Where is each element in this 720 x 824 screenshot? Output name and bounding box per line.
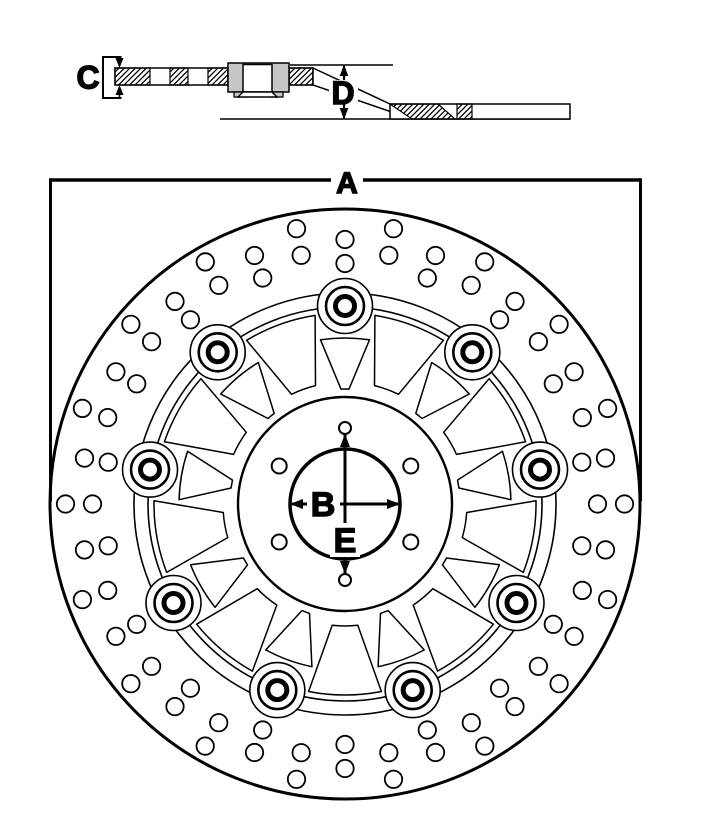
vent-hole (182, 311, 199, 328)
vent-hole (84, 495, 101, 512)
dim-c-arrow (116, 58, 124, 68)
vent-hole (293, 744, 310, 761)
vent-hole (573, 537, 590, 554)
vent-hole (57, 495, 74, 512)
vent-hole (336, 231, 353, 248)
vent-hole (76, 541, 93, 558)
vent-hole (380, 744, 397, 761)
vent-hole (599, 591, 616, 608)
vent-hole (122, 316, 139, 333)
vent-hole (463, 714, 480, 731)
vent-hole (254, 721, 271, 738)
vent-hole (574, 409, 591, 426)
vent-hole (336, 736, 353, 753)
vent-hole (530, 658, 547, 675)
vent-hole (545, 375, 562, 392)
bobbin-bore-flare (238, 92, 277, 97)
hatch-segment (289, 68, 313, 85)
vent-hole (100, 454, 117, 471)
vent-hole (427, 744, 444, 761)
vent-hole (99, 582, 116, 599)
bolt-hole (403, 459, 418, 474)
bolt-hole (339, 574, 351, 586)
bolt-hole (272, 535, 287, 550)
vent-hole (573, 454, 590, 471)
bobbin-bore (243, 65, 272, 93)
bobbin (453, 333, 491, 371)
hatch-segment (115, 68, 150, 85)
vent-hole (597, 449, 614, 466)
vent-hole (476, 737, 493, 754)
vent-hole (182, 680, 199, 697)
bobbin (394, 671, 432, 709)
vent-hole (463, 277, 480, 294)
bolt-hole (339, 422, 351, 434)
vent-hole (599, 400, 616, 417)
dim-label-e: E (333, 522, 357, 560)
bobbin (131, 451, 169, 489)
dim-c-arrow (116, 85, 124, 95)
vent-hole (288, 220, 305, 237)
vent-hole (128, 375, 145, 392)
vent-hole (550, 316, 567, 333)
dim-label-c: C (76, 59, 100, 96)
vent-hole (210, 714, 227, 731)
vent-hole (506, 293, 523, 310)
vent-hole (100, 537, 117, 554)
vent-hole (550, 675, 567, 692)
bolt-hole (272, 459, 287, 474)
hatch-segment (170, 68, 188, 85)
vent-hole (589, 495, 606, 512)
vent-hole (427, 247, 444, 264)
vent-hole (246, 744, 263, 761)
vent-hole (565, 628, 582, 645)
bobbin (521, 451, 559, 489)
vent-hole (210, 277, 227, 294)
vent-hole (166, 698, 183, 715)
vent-hole (385, 220, 402, 237)
disc-front-view (50, 178, 641, 799)
bobbin (498, 584, 536, 622)
vent-hole (246, 247, 263, 264)
vent-hole (288, 771, 305, 788)
vent-hole (74, 591, 91, 608)
vent-hole (385, 771, 402, 788)
vent-hole (530, 333, 547, 350)
bobbin (155, 584, 193, 622)
vent-hole (143, 658, 160, 675)
vent-hole (419, 721, 436, 738)
hatch-segment (208, 68, 228, 85)
vent-hole (107, 363, 124, 380)
vent-hole (293, 247, 310, 264)
vent-hole (380, 247, 397, 264)
vent-hole (122, 675, 139, 692)
bolt-hole (403, 535, 418, 550)
vent-hole (143, 333, 160, 350)
bobbin (326, 287, 364, 325)
vent-hole (574, 582, 591, 599)
vent-hole (616, 495, 633, 512)
vent-hole (197, 737, 214, 754)
vent-hole (476, 253, 493, 270)
bobbin (199, 333, 237, 371)
dim-label-a: A (336, 167, 358, 200)
vent-hole (107, 628, 124, 645)
vent-hole (506, 698, 523, 715)
vent-hole (197, 253, 214, 270)
vent-hole (565, 363, 582, 380)
dim-label-d: D (331, 75, 355, 111)
dim-label-b: B (310, 486, 336, 524)
vent-hole (597, 541, 614, 558)
vent-hole (336, 760, 353, 777)
vent-hole (76, 449, 93, 466)
vent-hole (336, 255, 353, 272)
vent-hole (166, 293, 183, 310)
vent-hole (74, 400, 91, 417)
vent-hole (491, 311, 508, 328)
vent-hole (545, 616, 562, 633)
vent-hole (254, 269, 271, 286)
vent-hole (128, 616, 145, 633)
vent-hole (491, 680, 508, 697)
vent-hole (419, 269, 436, 286)
hatch-segment (457, 104, 472, 119)
bobbin (258, 671, 296, 709)
vent-hole (99, 409, 116, 426)
